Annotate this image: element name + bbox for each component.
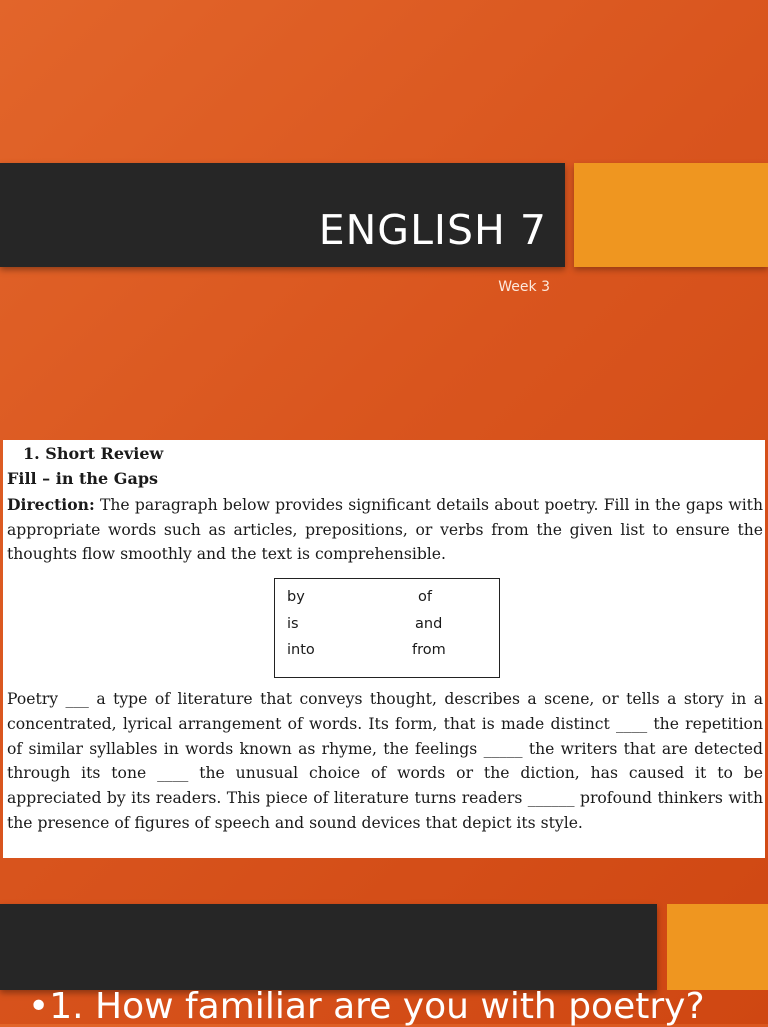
title-slide <box>0 0 768 435</box>
accent-block <box>574 163 768 267</box>
slide-subtitle: Week 3 <box>498 279 550 295</box>
word-item: is <box>287 616 299 632</box>
worksheet-subheading: Fill – in the Gaps <box>7 469 159 488</box>
word-item: of <box>418 589 432 605</box>
worksheet-image <box>3 440 765 858</box>
bottom-accent-block <box>667 904 768 990</box>
word-item: into <box>287 642 315 658</box>
direction-label: Direction: <box>7 495 95 514</box>
worksheet-direction <box>7 493 763 567</box>
word-list-box <box>274 578 500 678</box>
title-bar <box>0 163 565 267</box>
bottom-title-bar <box>0 904 657 990</box>
worksheet-heading: 1. Short Review <box>23 444 164 463</box>
direction-text: The paragraph below provides significant details about poetry. Fill in the gaps with appropriate words such as articles, prepositions, or verbs from the given list to ensure the thoughts flow smoothly and the text is comprehensible. <box>7 496 763 563</box>
word-item: by <box>287 589 305 605</box>
word-item: and <box>415 616 443 632</box>
slide-title: ENGLISH 7 <box>318 206 547 254</box>
question-bullet: •1. How familiar are you with poetry? <box>28 986 705 1027</box>
word-item: from <box>412 642 446 658</box>
worksheet-paragraph: Poetry ___ a type of literature that conveys thought, describes a scene, or tells a story in a concentrated, lyrical arrangement of words. Its form, that is made distinct ____ the repetition of similar syllables in words known as rhyme, the feelings _____ the writers that are detected through its tone ____ the unusual choice of words or the diction, has caused it to be appreciated by its readers. This piece of literature turns readers ______ profound thinkers with the presence of figures of speech and sound devices that depict its style. <box>7 690 763 832</box>
